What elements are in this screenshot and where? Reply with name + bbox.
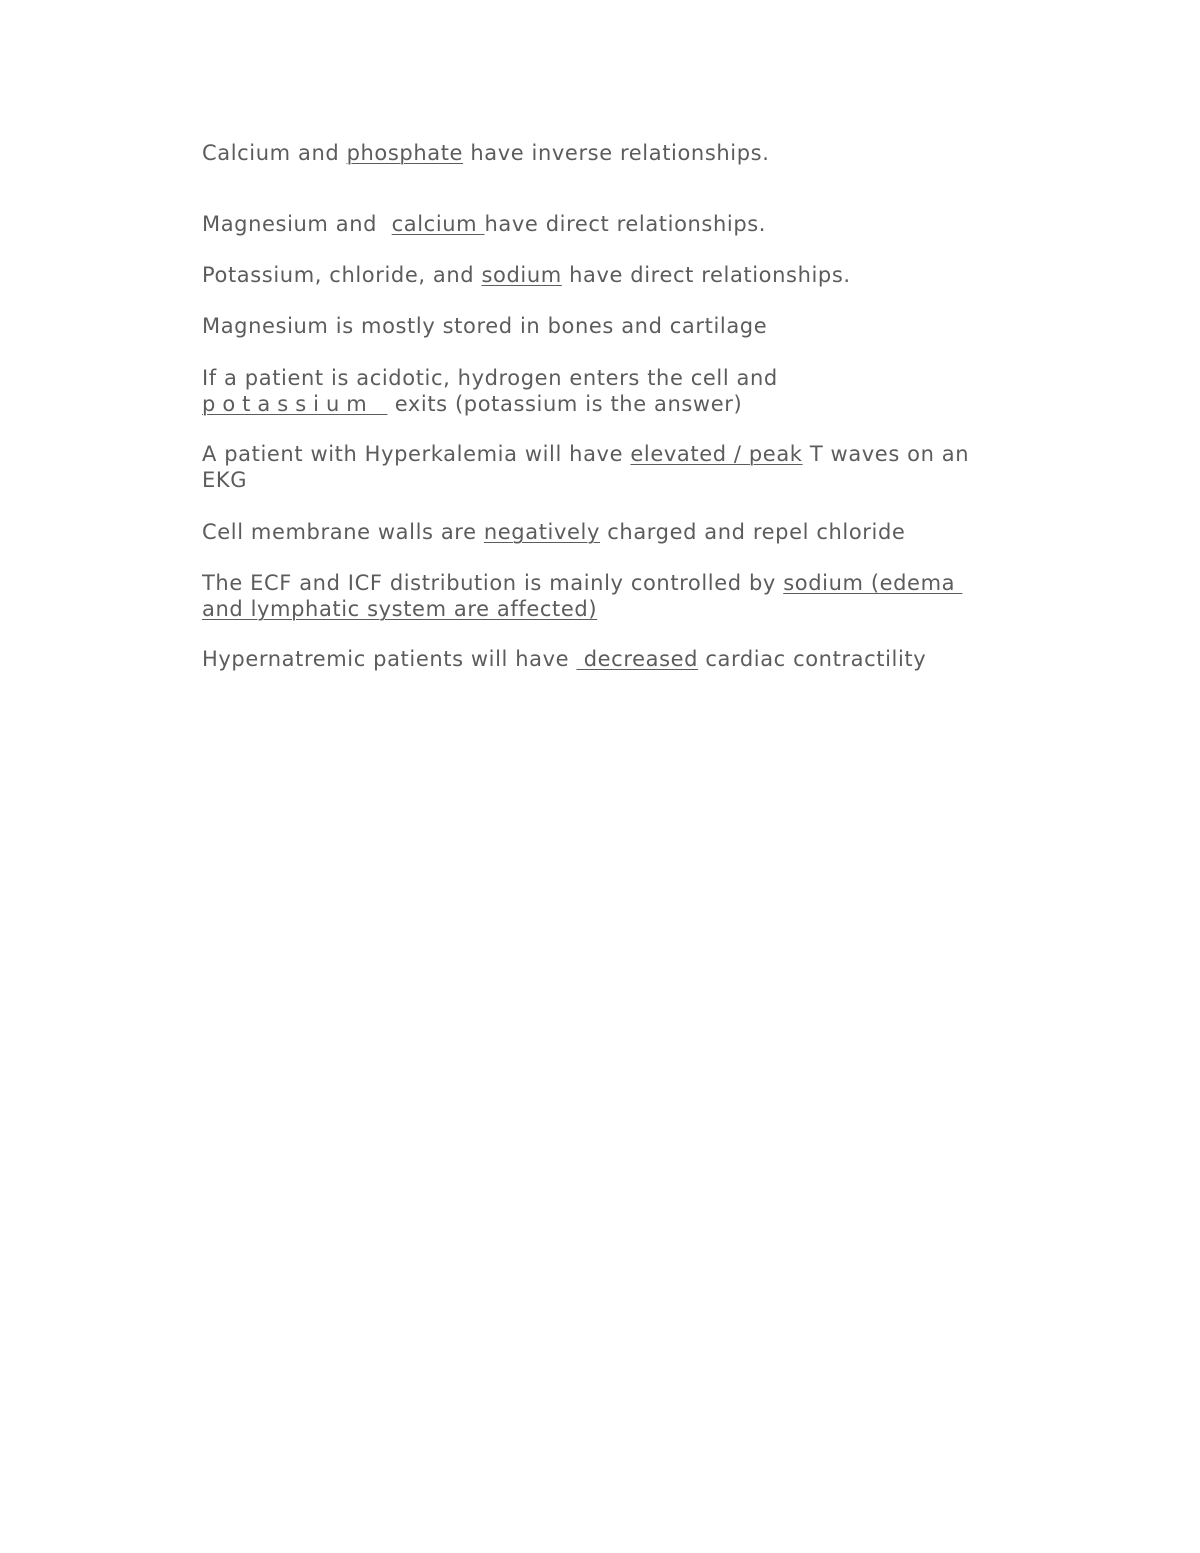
answer-blank: calcium bbox=[391, 212, 485, 236]
answer-blank: elevated / peak bbox=[630, 442, 803, 466]
statement-text: Cell membrane walls are bbox=[202, 520, 484, 544]
statement-ecf-icf bbox=[202, 570, 1062, 622]
statement-text: Magnesium is mostly stored in bones and cartilage bbox=[202, 314, 768, 338]
answer-blank: sodium bbox=[481, 263, 562, 287]
statement-line bbox=[202, 391, 1062, 417]
statement-magnesium-calcium bbox=[202, 211, 1062, 237]
statement-magnesium-storage bbox=[202, 313, 1062, 339]
answer-blank: sodium (edema bbox=[783, 571, 963, 595]
answer-blank-continued: and lymphatic system are affected) bbox=[202, 597, 598, 621]
statement-text: charged and repel chloride bbox=[599, 520, 906, 544]
statement-text: have direct relationships. bbox=[561, 263, 851, 287]
statement-line: If a patient is acidotic, hydrogen enters the cell and bbox=[202, 366, 778, 390]
statement-line bbox=[202, 596, 1062, 622]
statement-text: exits (potassium is the answer) bbox=[387, 392, 743, 416]
statement-acidotic bbox=[202, 365, 1062, 417]
statement-text: have direct relationships. bbox=[484, 212, 767, 236]
answer-blank: negatively bbox=[483, 520, 600, 544]
statement-line: EKG bbox=[202, 468, 248, 492]
statement-text: Magnesium and bbox=[202, 212, 392, 236]
statement-text: Potassium, chloride, and bbox=[202, 263, 482, 287]
statement-line bbox=[202, 570, 1062, 596]
statement-text: Calcium and bbox=[202, 141, 347, 165]
statement-text: cardiac contractility bbox=[698, 647, 927, 671]
statement-cell-membrane bbox=[202, 519, 1062, 545]
statement-text: Hypernatremic patients will have bbox=[202, 647, 577, 671]
statement-potassium-chloride-sodium bbox=[202, 262, 1062, 288]
statement-text: The ECF and ICF distribution is mainly controlled by bbox=[202, 571, 784, 595]
answer-blank: decreased bbox=[576, 647, 699, 671]
statement-hyperkalemia bbox=[202, 441, 1062, 493]
answer-blank: phosphate bbox=[346, 141, 464, 165]
answer-blank: potassium bbox=[202, 392, 388, 416]
statement-text: T waves on an bbox=[802, 442, 970, 466]
statement-calcium-phosphate bbox=[202, 140, 1062, 166]
statement-text: A patient with Hyperkalemia will have bbox=[202, 442, 631, 466]
statement-text: have inverse relationships. bbox=[463, 141, 770, 165]
statement-hypernatremic bbox=[202, 646, 1062, 672]
statement-line bbox=[202, 441, 1062, 467]
